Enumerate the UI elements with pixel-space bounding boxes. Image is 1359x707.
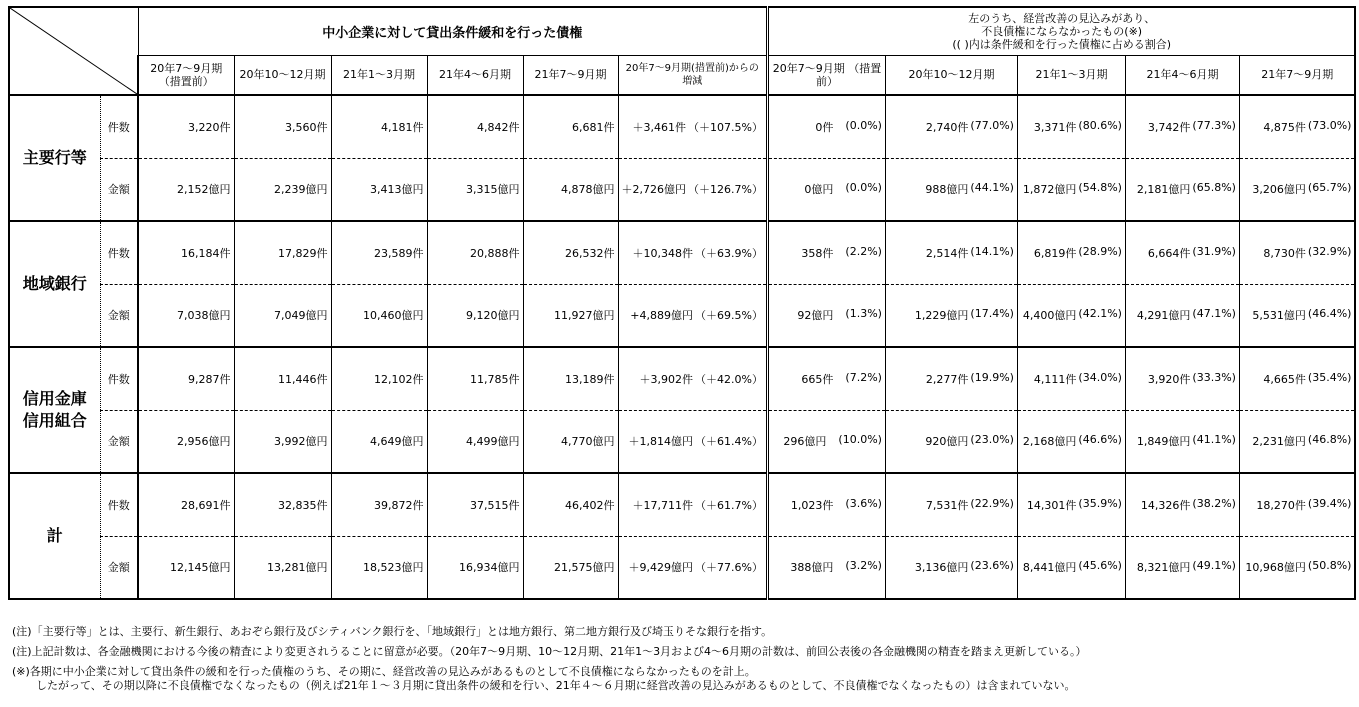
improved-share: (49.1%) [1192, 559, 1236, 573]
change-amount: ＋3,461件 [632, 120, 686, 134]
improved-value-cell [1239, 284, 1355, 347]
table-row [9, 473, 1355, 536]
change-cell [618, 221, 767, 284]
right-period-header: 20年10～12月期 [885, 55, 1017, 95]
improved-value-cell [1239, 158, 1355, 221]
improved-amount: 5,531億円 [1252, 309, 1306, 323]
improved-share: (2.2%) [845, 244, 882, 258]
improved-share: (41.1%) [1192, 433, 1236, 447]
value-cell: 3,560件 [234, 95, 331, 158]
improved-share: (35.9%) [1078, 496, 1122, 510]
table-row [9, 284, 1355, 347]
note-asterisk-continued: したがって、その期以降に不良債権でなくなったもの（例えば21年１～３月期に貸出条件の緩和を行い、21年４～６月期に経営改善の見込みがあるものとして、不良債権でなくなったもの）は含まれていない。 [36, 679, 1076, 692]
change-cell [618, 410, 767, 473]
left-section-title: 中小企業に対して貸出条件緩和を行った債権 [138, 7, 767, 55]
table-row [9, 95, 1355, 158]
value-cell: 9,287件 [138, 347, 234, 410]
change-cell [618, 158, 767, 221]
improved-share: (23.6%) [970, 559, 1014, 573]
improved-share: (1.3%) [845, 307, 882, 321]
value-cell: 17,829件 [234, 221, 331, 284]
improved-share: (34.0%) [1078, 370, 1122, 384]
notes-section [12, 622, 1352, 693]
improved-share: (45.6%) [1078, 559, 1122, 573]
improved-amount: 6,664件 [1147, 246, 1191, 260]
right-period-header: 20年7～9月期 （措置前） [767, 55, 885, 95]
improved-amount: 8,730件 [1263, 246, 1306, 260]
left-period-header: 21年7～9月期 [523, 55, 618, 95]
improved-value-cell [1239, 95, 1355, 158]
improved-amount: 1,023件 [790, 498, 834, 512]
improved-share: (7.2%) [845, 370, 882, 384]
improved-amount: 10,968億円 [1245, 561, 1306, 575]
improved-value-cell [885, 410, 1017, 473]
improved-share: (73.0%) [1307, 118, 1352, 132]
right-title-line-3: (( )内は条件緩和を行った債権に占める割合) [952, 37, 1172, 51]
improved-amount: 14,301件 [1026, 498, 1077, 512]
improved-value-cell [1125, 158, 1239, 221]
table-row [9, 410, 1355, 473]
change-percent: （＋42.0%） [695, 372, 763, 386]
change-amount: ＋17,711件 [632, 498, 693, 512]
value-cell: 4,842件 [427, 95, 523, 158]
group-label: 信用金庫 信用組合 [9, 347, 100, 473]
improved-amount: 388億円 [790, 561, 834, 575]
improved-share: (44.1%) [970, 181, 1014, 195]
change-percent: （＋63.9%） [695, 246, 763, 260]
value-cell: 4,181件 [331, 95, 427, 158]
value-cell: 2,239億円 [234, 158, 331, 221]
improved-share: (31.9%) [1192, 244, 1236, 258]
improved-amount: 3,742件 [1147, 120, 1191, 134]
improved-value-cell [767, 347, 885, 410]
value-cell: 28,691件 [138, 473, 234, 536]
improved-amount: 3,371件 [1033, 120, 1077, 134]
value-cell: 2,152億円 [138, 158, 234, 221]
change-percent: （＋107.5%） [688, 120, 763, 134]
improved-share: (65.7%) [1307, 181, 1352, 195]
improved-amount: 4,291億円 [1136, 309, 1191, 323]
row-metric-label: 件数 [100, 347, 138, 410]
improved-value-cell [1125, 347, 1239, 410]
improved-amount: 0件 [815, 120, 834, 134]
value-cell: 10,460億円 [331, 284, 427, 347]
improved-value-cell [1125, 473, 1239, 536]
value-cell: 39,872件 [331, 473, 427, 536]
value-cell: 46,402件 [523, 473, 618, 536]
improved-value-cell [1125, 221, 1239, 284]
improved-value-cell [885, 284, 1017, 347]
improved-value-cell [1017, 473, 1125, 536]
right-title-line-1: 左のうち、経営改善の見込みがあり、 [968, 11, 1156, 25]
improved-share: (77.3%) [1192, 118, 1236, 132]
improved-amount: 6,819件 [1033, 246, 1077, 260]
improved-amount: 3,920件 [1147, 372, 1191, 386]
value-cell: 20,888件 [427, 221, 523, 284]
right-title-line-2: 不良債権にならなかったもの(※) [981, 24, 1143, 38]
left-period-header: 20年7～9月期(措置前)からの増減 [618, 55, 767, 95]
improved-value-cell [1239, 410, 1355, 473]
change-cell [618, 347, 767, 410]
improved-amount: 3,206億円 [1252, 183, 1306, 197]
improved-value-cell [1017, 158, 1125, 221]
improved-share: (23.0%) [970, 433, 1014, 447]
change-amount: ＋2,726億円 [621, 183, 686, 197]
improved-share: (10.0%) [838, 433, 882, 447]
improved-amount: 8,321億円 [1136, 561, 1191, 575]
improved-share: (77.0%) [970, 118, 1014, 132]
improved-amount: 296億円 [783, 435, 827, 449]
improved-share: (17.4%) [970, 307, 1014, 321]
value-cell: 32,835件 [234, 473, 331, 536]
value-cell: 9,120億円 [427, 284, 523, 347]
improved-amount: 7,531件 [925, 498, 969, 512]
note-major-banks: (注)「主要行等」とは、主要行、新生銀行、あおぞら銀行及びシティバンク銀行を、「地域銀行」とは地方銀行、第二地方銀行及び埼玉りそな銀行を指す。 [12, 625, 773, 638]
value-cell: 11,785件 [427, 347, 523, 410]
improved-amount: 4,111件 [1033, 372, 1077, 386]
row-metric-label: 件数 [100, 221, 138, 284]
change-amount: ＋9,429億円 [628, 561, 693, 575]
improved-share: (33.3%) [1192, 370, 1236, 384]
improved-value-cell [885, 347, 1017, 410]
improved-value-cell [1239, 536, 1355, 599]
improved-value-cell [767, 95, 885, 158]
right-period-header: 21年1～3月期 [1017, 55, 1125, 95]
improved-amount: 1,872億円 [1022, 183, 1077, 197]
improved-share: (65.8%) [1192, 181, 1236, 195]
value-cell: 4,649億円 [331, 410, 427, 473]
improved-value-cell [1017, 410, 1125, 473]
improved-share: (54.8%) [1078, 181, 1122, 195]
improved-amount: 988億円 [925, 183, 969, 197]
change-cell [618, 473, 767, 536]
improved-share: (28.9%) [1078, 244, 1122, 258]
value-cell: 26,532件 [523, 221, 618, 284]
group-label: 地域銀行 [9, 221, 100, 347]
change-amount: ＋3,902件 [639, 372, 693, 386]
left-period-header: 21年4～6月期 [427, 55, 523, 95]
value-cell: 12,102件 [331, 347, 427, 410]
change-cell [618, 536, 767, 599]
improved-value-cell [1017, 536, 1125, 599]
improved-value-cell [1125, 284, 1239, 347]
value-cell: 3,315億円 [427, 158, 523, 221]
value-cell: 7,049億円 [234, 284, 331, 347]
improved-share: (3.2%) [845, 559, 882, 573]
left-period-header: 20年10～12月期 [234, 55, 331, 95]
improved-amount: 18,270件 [1256, 498, 1306, 512]
improved-value-cell [1017, 284, 1125, 347]
value-cell: 16,934億円 [427, 536, 523, 599]
value-cell: 11,446件 [234, 347, 331, 410]
improved-share: (22.9%) [970, 496, 1014, 510]
improved-amount: 2,740件 [925, 120, 969, 134]
improved-amount: 665件 [801, 372, 834, 386]
row-metric-label: 金額 [100, 158, 138, 221]
value-cell: 23,589件 [331, 221, 427, 284]
improved-value-cell [767, 221, 885, 284]
change-amount: ＋10,348件 [632, 246, 693, 260]
improved-share: (46.4%) [1307, 307, 1352, 321]
improved-amount: 1,229億円 [914, 309, 969, 323]
row-metric-label: 件数 [100, 473, 138, 536]
improved-value-cell [767, 410, 885, 473]
row-metric-label: 金額 [100, 536, 138, 599]
improved-share: (46.6%) [1078, 433, 1122, 447]
improved-amount: 4,875件 [1263, 120, 1306, 134]
improved-amount: 2,181億円 [1136, 183, 1191, 197]
improved-value-cell [767, 284, 885, 347]
value-cell: 37,515件 [427, 473, 523, 536]
table-row [9, 536, 1355, 599]
improved-share: (3.6%) [845, 496, 882, 510]
improved-share: (38.2%) [1192, 496, 1236, 510]
improved-share: (32.9%) [1307, 244, 1352, 258]
note-figures-revision: (注)上記計数は、各金融機関における今後の精査により変更されうることに留意が必要。（20年7～9月期、10～12月期、21年1～3月および4～6月期の計数は、前回公表後の各金融機関の精査を踏まえ更新している。） [12, 645, 1087, 658]
improved-amount: 2,168億円 [1022, 435, 1077, 449]
improved-amount: 92億円 [797, 309, 834, 323]
improved-value-cell [1239, 347, 1355, 410]
improved-value-cell [1239, 473, 1355, 536]
improved-share: (46.8%) [1307, 433, 1352, 447]
right-period-header: 21年4～6月期 [1125, 55, 1239, 95]
change-percent: （＋61.4%） [695, 435, 763, 449]
improved-amount: 14,326件 [1140, 498, 1191, 512]
value-cell: 18,523億円 [331, 536, 427, 599]
improved-share: (80.6%) [1078, 118, 1122, 132]
improved-value-cell [1125, 536, 1239, 599]
improved-amount: 2,231億円 [1252, 435, 1306, 449]
improved-value-cell [1125, 410, 1239, 473]
corner-diagonal-cell [9, 7, 138, 95]
row-metric-label: 件数 [100, 95, 138, 158]
table-row [9, 221, 1355, 284]
value-cell: 12,145億円 [138, 536, 234, 599]
improved-share: (0.0%) [845, 181, 882, 195]
improved-amount: 1,849億円 [1136, 435, 1191, 449]
improved-value-cell [1017, 347, 1125, 410]
improved-amount: 8,441億円 [1022, 561, 1077, 575]
change-percent: （＋77.6%） [695, 561, 763, 575]
value-cell: 3,220件 [138, 95, 234, 158]
improved-share: (42.1%) [1078, 307, 1122, 321]
improved-value-cell [885, 95, 1017, 158]
change-percent: （＋61.7%） [695, 498, 763, 512]
value-cell: 13,281億円 [234, 536, 331, 599]
group-label: 主要行等 [9, 95, 100, 221]
improved-amount: 3,136億円 [914, 561, 969, 575]
improved-amount: 4,665件 [1263, 372, 1306, 386]
change-percent: （＋69.5%） [695, 309, 763, 323]
improved-value-cell [1017, 221, 1125, 284]
improved-value-cell [767, 158, 885, 221]
improved-share: (14.1%) [970, 244, 1014, 258]
improved-value-cell [885, 158, 1017, 221]
improved-value-cell [767, 536, 885, 599]
value-cell: 4,878億円 [523, 158, 618, 221]
value-cell: 4,499億円 [427, 410, 523, 473]
value-cell: 7,038億円 [138, 284, 234, 347]
improved-value-cell [1239, 221, 1355, 284]
value-cell: 6,681件 [523, 95, 618, 158]
improved-value-cell [885, 473, 1017, 536]
note-asterisk: (※)各期に中小企業に対して貸出条件の緩和を行った債権のうち、その期に、経営改善の見込みがあるものとして不良債権にならなかったものを計上。 [12, 665, 756, 678]
value-cell: 3,413億円 [331, 158, 427, 221]
value-cell: 3,992億円 [234, 410, 331, 473]
improved-amount: 358件 [801, 246, 834, 260]
change-cell [618, 284, 767, 347]
improved-amount: 0億円 [804, 183, 834, 197]
value-cell: 2,956億円 [138, 410, 234, 473]
improved-amount: 920億円 [925, 435, 969, 449]
change-percent: （＋126.7%） [688, 183, 763, 197]
change-amount: +4,889億円 [630, 309, 693, 323]
improved-amount: 2,277件 [925, 372, 969, 386]
improved-share: (0.0%) [845, 118, 882, 132]
improved-value-cell [767, 473, 885, 536]
improved-share: (35.4%) [1307, 370, 1352, 384]
left-period-header: 21年1～3月期 [331, 55, 427, 95]
change-amount: ＋1,814億円 [628, 435, 693, 449]
row-metric-label: 金額 [100, 284, 138, 347]
improved-share: (47.1%) [1192, 307, 1236, 321]
improved-amount: 4,400億円 [1022, 309, 1077, 323]
table-row [9, 158, 1355, 221]
improved-share: (50.8%) [1307, 559, 1352, 573]
improved-share: (39.4%) [1307, 496, 1352, 510]
improved-share: (19.9%) [970, 370, 1014, 384]
improved-value-cell [885, 536, 1017, 599]
value-cell: 16,184件 [138, 221, 234, 284]
table-row [9, 347, 1355, 410]
improved-value-cell [1017, 95, 1125, 158]
value-cell: 13,189件 [523, 347, 618, 410]
improved-amount: 2,514件 [925, 246, 969, 260]
improved-value-cell [1125, 95, 1239, 158]
change-cell [618, 95, 767, 158]
row-metric-label: 金額 [100, 410, 138, 473]
value-cell: 4,770億円 [523, 410, 618, 473]
value-cell: 11,927億円 [523, 284, 618, 347]
loan-modification-table [8, 6, 1356, 600]
right-period-header: 21年7～9月期 [1239, 55, 1355, 95]
group-label: 計 [9, 473, 100, 599]
value-cell: 21,575億円 [523, 536, 618, 599]
right-section-title [767, 7, 1355, 55]
improved-value-cell [885, 221, 1017, 284]
left-period-header: 20年7～9月期 （措置前） [138, 55, 234, 95]
